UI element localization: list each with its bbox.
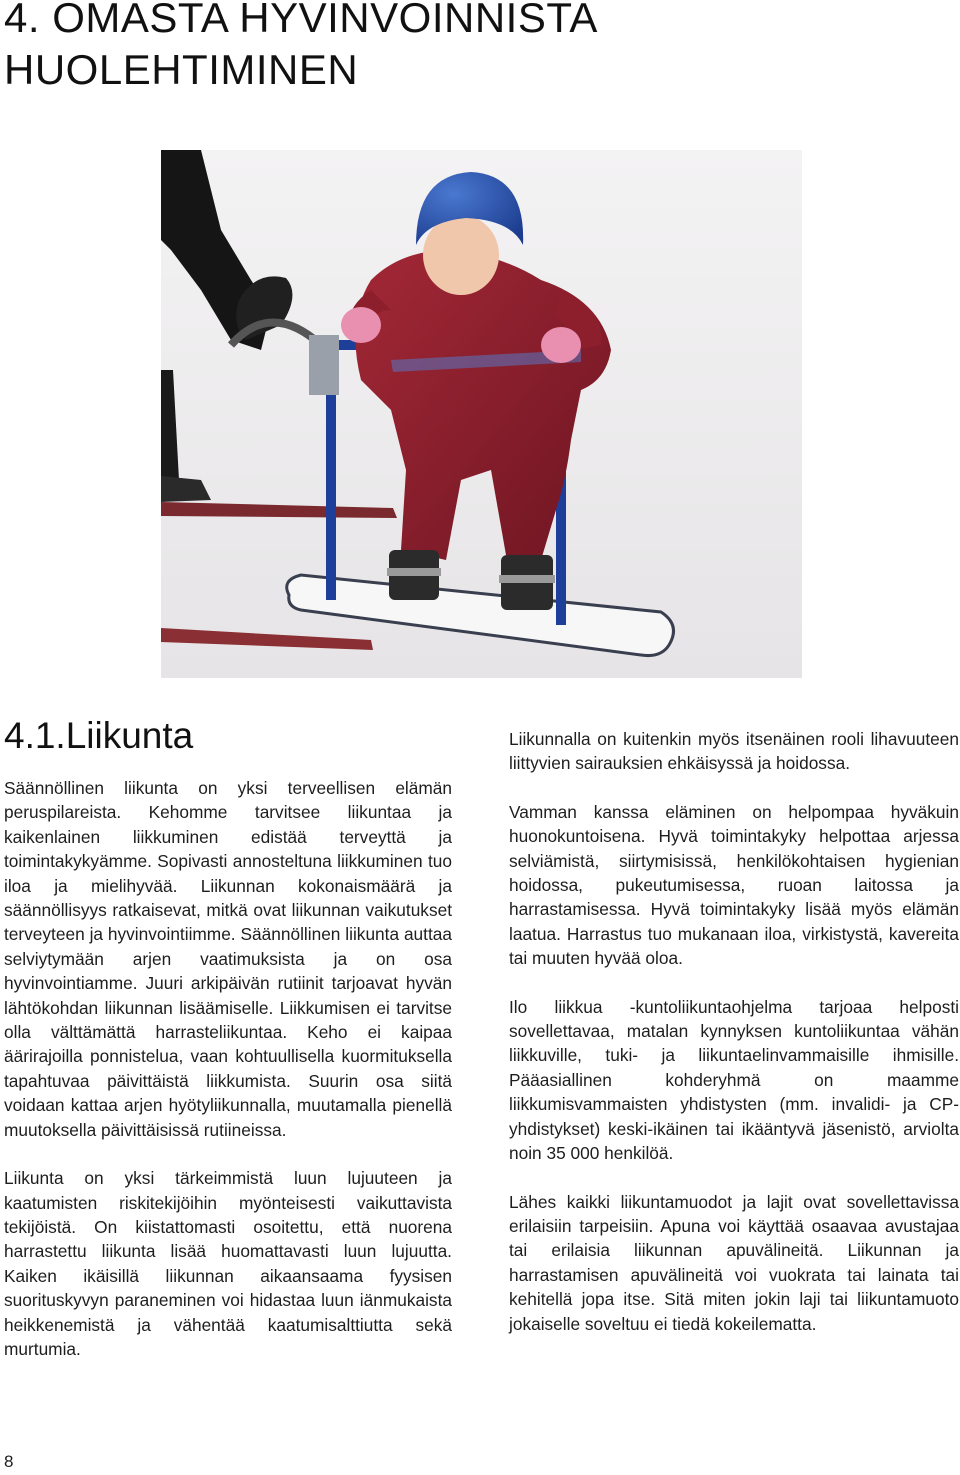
child-right-glove	[541, 327, 581, 363]
page-number: 8	[4, 1452, 14, 1471]
paragraph: Ilo liikkua -kuntoliikuntaohjelma tarjoaa helposti sovellettavaa, matalan kynnyksen kuntoliikuntaa vähän liikkuville, tuki- ja liikuntaelinvammaisille ihmisille. Pääasiallinen kohderyhmä on maamme liikkumisvammaisten yhdistysten (mm. invalidi- ja CP-yhdistykset) keski-ikäinen tai ikääntyvä jäsenistö, arviolta noin 35 000 henkilöä.	[509, 996, 959, 1164]
chapter-title: 4. OMASTA HYVINVOINNISTA HUOLEHTIMINEN	[4, 0, 598, 93]
child-snowboarding-photo	[161, 150, 802, 678]
walker-left-pole	[326, 370, 336, 600]
walker-clamp	[309, 335, 339, 395]
child-left-glove	[341, 307, 381, 343]
paragraph: Liikunnalla on kuitenkin myös itsenäinen rooli lihavuuteen liittyvien sairauksien ehkäisyssä ja hoidossa.	[509, 729, 959, 774]
paragraph: Säännöllinen liikunta on yksi terveellisen elämän peruspilareista. Kehomme tarvitsee liikuntaa ja kaikenlainen liikkuminen edistää terveyttä ja toimintakykyämme. Sopivasti annosteltuna liikkuminen tuo iloa ja mielihyvää. Liikunnan kokonaismäärä ja säännöllisyys ratkaisevat, mitkä ovat liikunnan vaikutukset terveyteen ja hyvinvointiimme. Säännöllinen liikunta auttaa selviytymään arjen vaatimuksista ja on osa hyvinvointiamme. Juuri arkipäivän rutiinit tarjoavat hyvän lähtökohdan liikunnan lisäämiselle. Liikkumisen ei tarvitse olla välttämättä harrasteliikuntaa. Keho ei kaipaa äärirajoilla ponnistelua, vaan kohtuullisella kuormituksella tapahtuvaa päivittäistä liikkumista. Suurin osa siitä voidaan kattaa arjen hyötyliikunnalla, muutamalla pienellä muutoksella päivittäisissä rutiineissa.	[4, 778, 452, 1140]
right-column	[509, 727, 959, 1336]
paragraph: Lähes kaikki liikuntamuodot ja lajit ovat sovellettavissa erilaisiin tarpeisiin. Apuna voi käyttää osaavaa avustajaa tai erilaisia liikunnan apuvälineitä. Liikunnan ja harrastamisen apuvälineitä voi vuokrata tai lainata tai kehitellä jopa itse. Sitä miten jokin laji tai liikuntamuoto jokaiselle soveltuu ei tiedä kokeilematta.	[509, 1191, 959, 1334]
paragraph: Vamman kanssa eläminen on helpompaa hyväkuin huonokuntoisena. Hyvä toimintakyky helpottaa arjessa selviämistä, siirtymisissä, henkilökohtaisen hygienian hoidossa, pukeutumisessa, ruoan laitossa ja harrastamisessa. Hyvä toimintakyky lisää myös elämän laatua. Harrastus tuo mukanaan iloa, virkistystä, kavereita tai muuten hyvää oloa.	[509, 801, 959, 969]
left-column	[4, 776, 452, 1361]
binding-strap-right	[499, 575, 555, 583]
paragraph: Liikunta on yksi tärkeimmistä luun lujuuteen ja kaatumisten riskitekijöihin myönteisesti vaikuttavista tekijöistä. On kiistattomasti osoitettu, että nuorena harrastettu liikunta lisää huomattavasti luun lujuutta. Kaiken ikäisillä liikunnan aikaansaama fyysisen suorituskyvyn paraneminen voi hidastaa luun iänmukaista heikkenemistä ja vähentää kaatumisalttiutta sekä murtumia.	[4, 1168, 452, 1359]
binding-strap-left	[387, 568, 441, 576]
section-title: 4.1.Liikunta	[4, 715, 194, 756]
child-face	[423, 215, 499, 295]
